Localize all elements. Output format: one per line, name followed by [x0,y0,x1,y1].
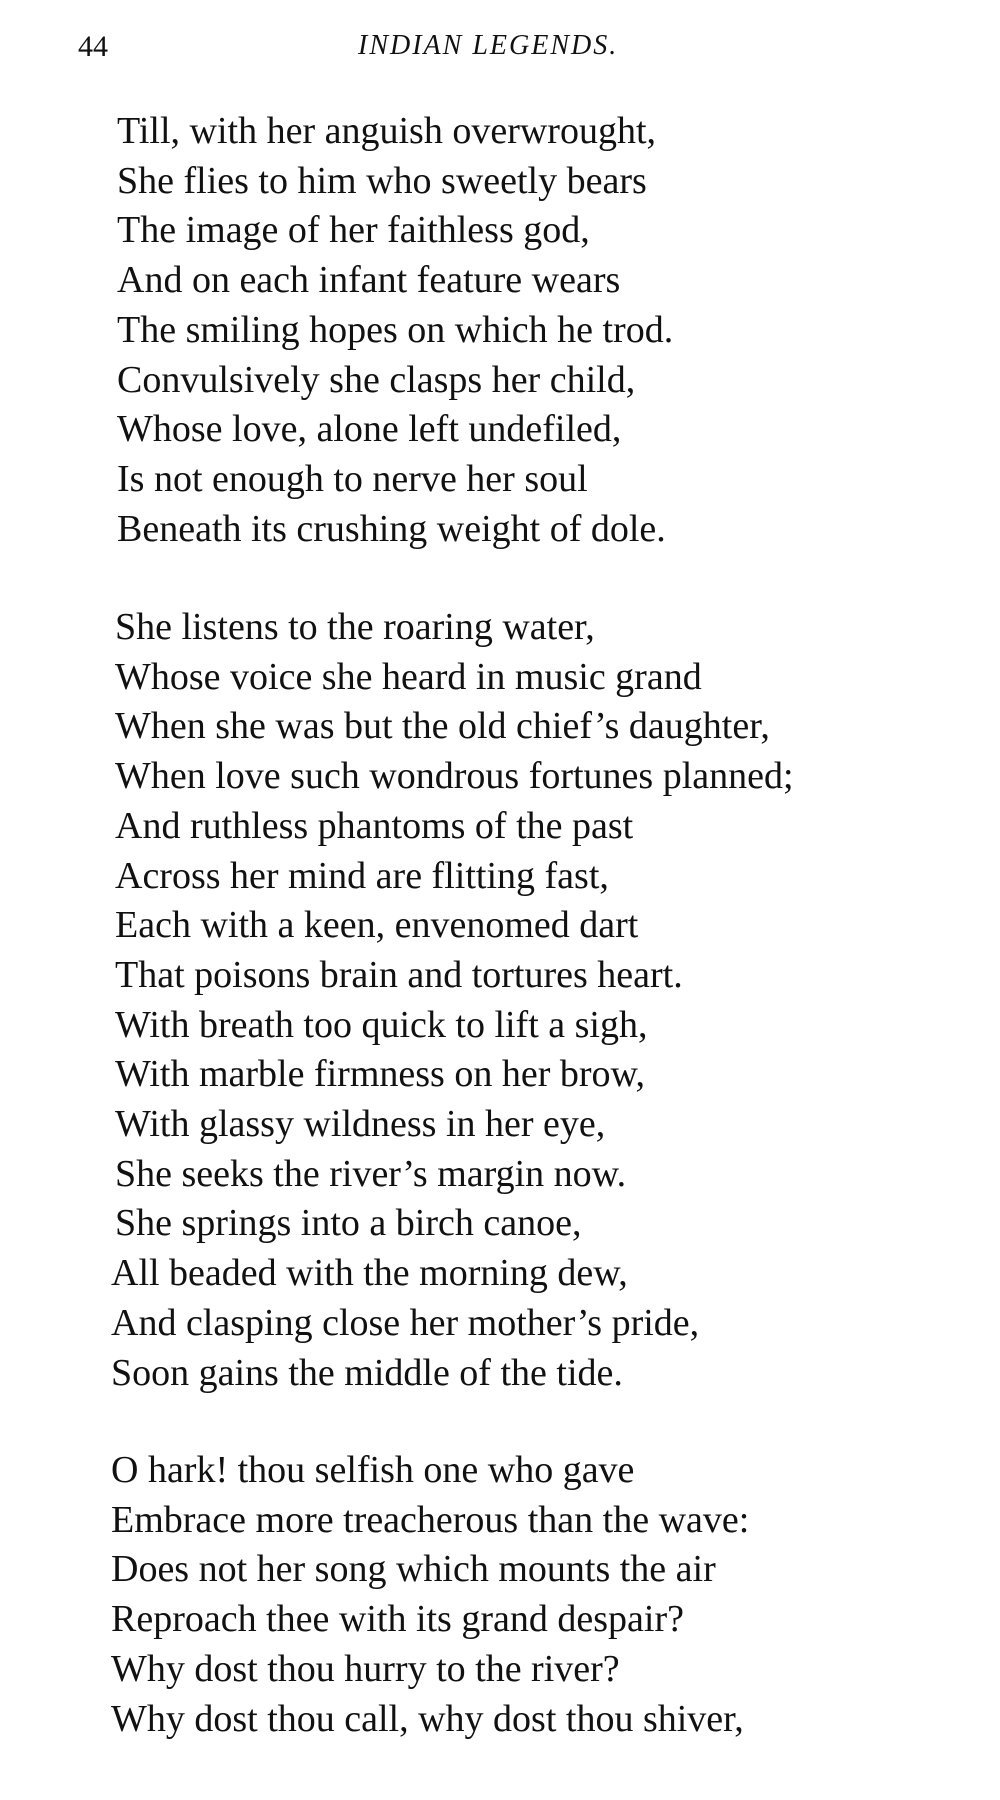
stanza-1 [117,107,673,554]
poem-line: When she was but the old chief’s daughter, [115,705,770,748]
poem-line: Embrace more treacherous than the wave: [111,1498,750,1541]
stanza-2 [111,603,794,1398]
poem-line: And on each infant feature wears [117,259,621,302]
poem-line: Beneath its crushing weight of dole. [117,507,666,550]
poem-line: With glassy wildness in her eye, [115,1103,606,1146]
poem-line: She seeks the river’s margin now. [115,1152,627,1195]
stanza-3 [111,1446,749,1744]
poem-line: When love such wondrous fortunes planned; [115,755,794,798]
poem-line: Why dost thou hurry to the river? [111,1647,620,1690]
poem-line: Does not her song which mounts the air [111,1548,716,1591]
poem-line: Whose voice she heard in music grand [115,655,702,698]
poem-line: The image of her faithless god, [117,209,590,252]
poem-line: With marble firmness on her brow, [115,1053,645,1096]
poem-line: And ruthless phantoms of the past [115,804,634,847]
poem-line: The smiling hopes on which he trod. [117,308,674,351]
poem-line: All beaded with the morning dew, [111,1252,628,1295]
poem-line: She flies to him who sweetly bears [117,159,647,202]
poem-line: Each with a keen, envenomed dart [115,904,639,947]
poem-line: And clasping close her mother’s pride, [111,1301,700,1344]
poem-line: Whose love, alone left undefiled, [117,408,622,451]
poem-line: With breath too quick to lift a sigh, [115,1003,648,1046]
poem-line: That poisons brain and tortures heart. [115,953,683,996]
poem-line: Soon gains the middle of the tide. [111,1351,623,1394]
running-head: INDIAN LEGENDS. [358,30,619,61]
poem-line: Till, with her anguish overwrought, [117,110,657,152]
poem-line: Convulsively she clasps her child, [117,358,636,401]
poem-line: Why dost thou call, why dost thou shiver, [111,1697,744,1740]
page-number: 44 [78,30,108,63]
poem-line: She springs into a birch canoe, [115,1202,582,1245]
poem-line: She listens to the roaring water, [115,606,595,648]
poem-line: Reproach thee with its grand despair? [111,1598,684,1641]
poem-line: Across her mind are flitting fast, [115,854,609,897]
poem-line: Is not enough to nerve her soul [117,457,588,500]
poem-line: O hark! thou selfish one who gave [111,1449,635,1491]
